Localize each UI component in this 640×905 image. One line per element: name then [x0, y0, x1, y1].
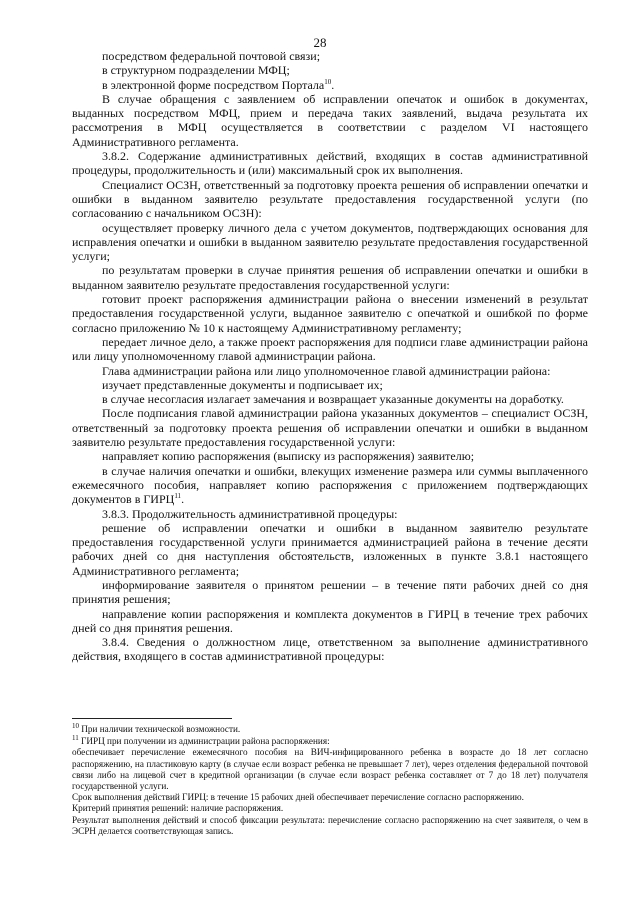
footnote-11: $^{11}$ ГИРЦ при получении из администрации района распоряжения: — [72, 734, 330, 747]
paragraph-3-8-3: 3.8.3. Продолжительность административной процедуры: — [102, 506, 398, 521]
paragraph-postal: посредством федеральной почтовой связи; — [102, 49, 321, 63]
footnote-11-transfer: обеспечивает перечисление ежемесячного пособия на ВИЧ-инфицированного ребенка в возрасте до 18 лет согласно распоряжению, на пластиковую карту (в случае если возраст ребенка не превышает 7 лет), через отделения федеральной почтовой связи либо на лицевой счет в кредитной организации (в случае если возраст ребенка составляет от 7 до 18 лет) получателя государственной услуги. — [72, 747, 588, 792]
footnote-11-result: Результат выполнения действий и способ фиксации результата: перечисление согласно распоряжению на счет заявителя, о чем в ЭСРН делается соответствующая запись. — [72, 814, 588, 836]
paragraph-pass-file: передает личное дело, а также проект распоряжения для подписи главе администрации района или лицу уполномоченному главой администрации района. — [72, 334, 588, 364]
paragraph-head: Глава администрации района или лицо уполномоченное главой администрации района: — [102, 363, 551, 378]
paragraph-check-results: по результатам проверки в случае принятия решения об исправлении опечатки и ошибки в выданном заявителю результате предоставления государственной услуги: — [72, 263, 588, 292]
footnote-11-deadline: Срок выполнения действий ГИРЦ: в течение 15 рабочих дней обеспечивает перечисление согласно распоряжению. — [72, 792, 524, 803]
body-text — [72, 49, 588, 664]
paragraph-mfc: в структурном подразделении МФЦ; — [102, 63, 290, 78]
paragraph-inform-term: информирование заявителя о принятом решении – в течение пяти рабочих дней со дня принятия решения; — [72, 577, 588, 607]
paragraph-specialist: Специалист ОСЗН, ответственный за подготовку проекта решения об исправлении опечатки и ошибки в выданном заявителю результате предоставления государственной услуги (по согласованию с начальником ОСЗН): — [72, 177, 588, 221]
footnote-ref-11: 11 — [174, 492, 182, 501]
paragraph-mfc-corrections: В случае обращения с заявлением об исправлении опечаток и ошибок в документах, выданных посредством МФЦ, прием и передача таких заявлений, выдача результата их рассмотрения в МФЦ осуществляется в соответствии с разделом VI настоящего Административного регламента. — [72, 91, 588, 149]
footnote-separator — [72, 718, 232, 719]
paragraph-portal: в электронной форме посредством Портала$^{10}$. — [102, 77, 335, 92]
paragraph-decision-term: решение об исправлении опечатки и ошибки в выданном заявителю результате предоставления государственной услуги принимается администрацией района в течение десяти рабочих дней со дня наступления обстоятельств, изложенных в пункте 3.8.1 настоящего Административного регламента; — [72, 520, 588, 578]
footnote-ref-10: 10 — [324, 77, 332, 86]
footnotes — [72, 721, 588, 837]
footnote-11-criterion: Критерий принятия решений: наличие распоряжения. — [72, 803, 284, 814]
paragraph-after-signing: После подписания главой администрации района указанных документов – специалист ОСЗН, ответственный за подготовку проекта решения об исправлении опечатки и ошибки в выданном заявителю результате предоставления государственной услуги: — [72, 406, 588, 450]
page-number: 28 — [313, 35, 327, 50]
paragraph-disagreement: в случае несогласия излагает замечания и возвращает указанные документы на доработку. — [102, 392, 564, 407]
footnote-10: $^{10}$ При наличии технической возможности. — [72, 721, 241, 734]
paragraph-send-term: направление копии распоряжения и комплекта документов в ГИРЦ в течение трех рабочих дней со дня принятия решения. — [72, 606, 588, 635]
paragraph-prepare-order: готовит проект распоряжения администрации района о внесении изменений в результат предоставления государственной услуги, выданное заявителю с опечаткой и ошибкой по форме согласно приложению № 10 к настоящему Административному регламенту; — [72, 292, 588, 335]
paragraph-studies: изучает представленные документы и подписывает их; — [102, 377, 383, 392]
paragraph-send-copy: направляет копию распоряжения (выписку из распоряжения) заявителю; — [102, 449, 475, 464]
paragraph-3-8-2: 3.8.2. Содержание административных действий, входящих в состав административной процедуры, продолжительность и (или) максимальный срок их выполнения. — [72, 149, 588, 178]
paragraph-girc: в случае наличия опечатки и ошибки, влекущих изменение размера или суммы выплаченного ежемесячного пособия, направляет копию распоряжения с приложением подтверждающих документов в ГИРЦ$^{11}$. — [72, 463, 588, 507]
paragraph-check-file: осуществляет проверку личного дела с учетом документов, подтверждающих основания для исправления опечатки и ошибки в выданном заявителю результате предоставления государственной услуги; — [72, 220, 588, 264]
paragraph-3-8-4: 3.8.4. Сведения о должностном лице, ответственном за выполнение административного действия, входящего в состав административной процедуры: — [72, 635, 588, 664]
